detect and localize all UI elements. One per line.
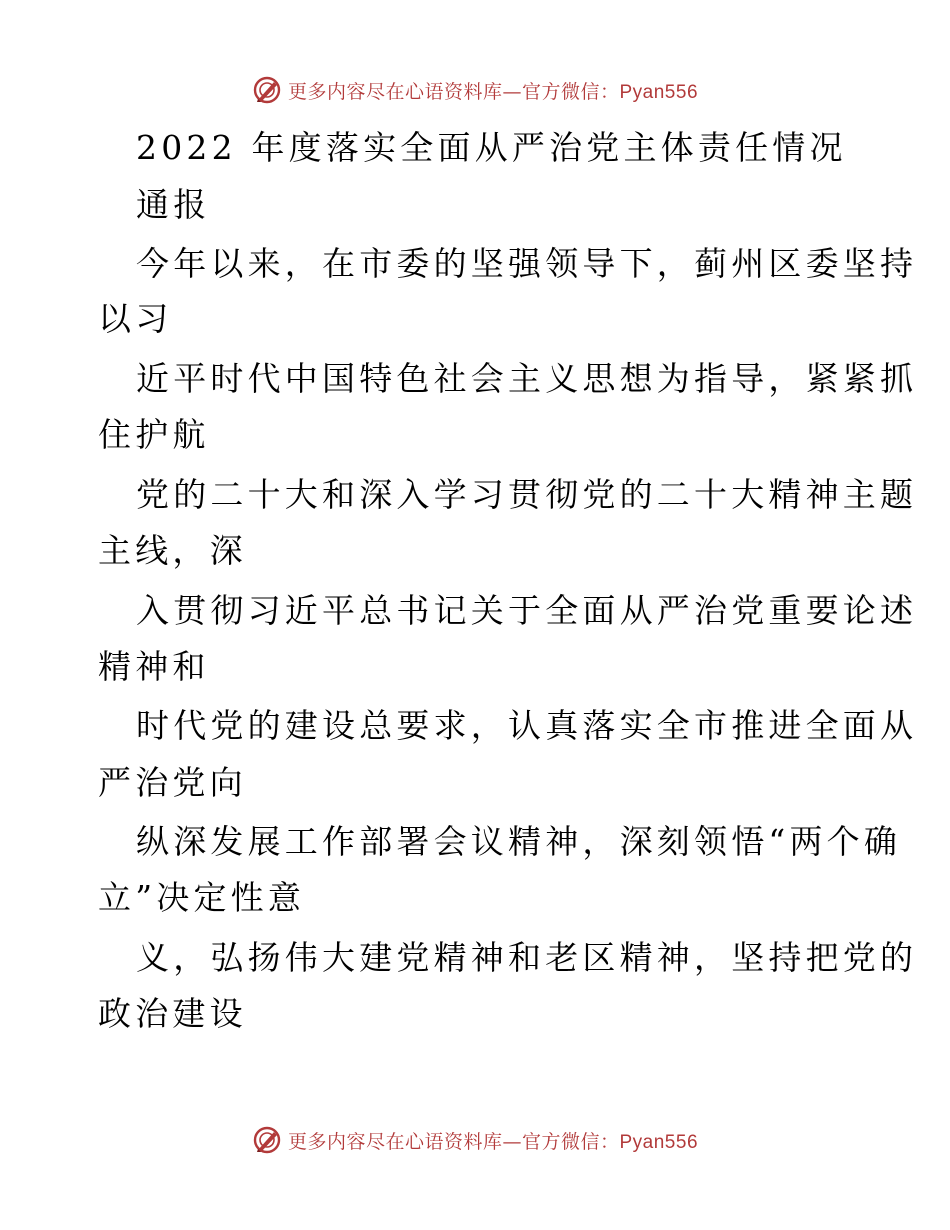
doc-title-line-1: 2022 年度落实全面从严治党主体责任情况 [136,128,847,167]
banner-label: 官方微信： [521,1130,620,1153]
doc-line: 精神和 [98,647,210,686]
banner-label: 官方微信： [521,80,620,103]
doc-line: 纵深发展工作部署会议精神，深刻领悟“两个确 [136,822,902,861]
header-banner [0,72,950,108]
doc-line: 今年以来，在市委的坚强领导下，蓟州区委坚持 [136,244,918,283]
doc-line: 时代党的建设总要求，认真落实全市推进全面从 [136,706,918,745]
banner-handle: Pyan556 [619,1131,699,1153]
footer-banner [0,1122,950,1158]
banner-text [288,1127,698,1154]
doc-line: 住护航 [98,415,210,454]
doc-line: 政治建设 [98,994,247,1033]
logo-icon [252,75,282,105]
header-banner-inner [252,75,698,105]
logo-icon [252,1125,282,1155]
banner-dash: — [502,80,522,103]
banner-dash: — [502,1130,522,1153]
banner-cn-text: 更多内容尽在心语资料库 [287,80,503,103]
footer-banner-inner [252,1125,698,1155]
doc-line: 义，弘扬伟大建党精神和老区精神，坚持把党的 [136,938,918,977]
banner-cn-text: 更多内容尽在心语资料库 [287,1130,503,1153]
doc-line: 近平时代中国特色社会主义思想为指导，紧紧抓 [136,359,918,398]
banner-text [288,77,698,104]
doc-line: 以习 [98,299,173,338]
doc-line: 党的二十大和深入学习贯彻党的二十大精神主题 [136,475,918,514]
doc-title-line-2: 通报 [136,185,211,224]
doc-line: 主线，深 [98,531,247,570]
doc-line: 严治党向 [98,763,247,802]
doc-line: 立”决定性意 [98,878,306,917]
doc-line: 入贯彻习近平总书记关于全面从严治党重要论述 [136,591,918,630]
banner-handle: Pyan556 [619,81,699,103]
